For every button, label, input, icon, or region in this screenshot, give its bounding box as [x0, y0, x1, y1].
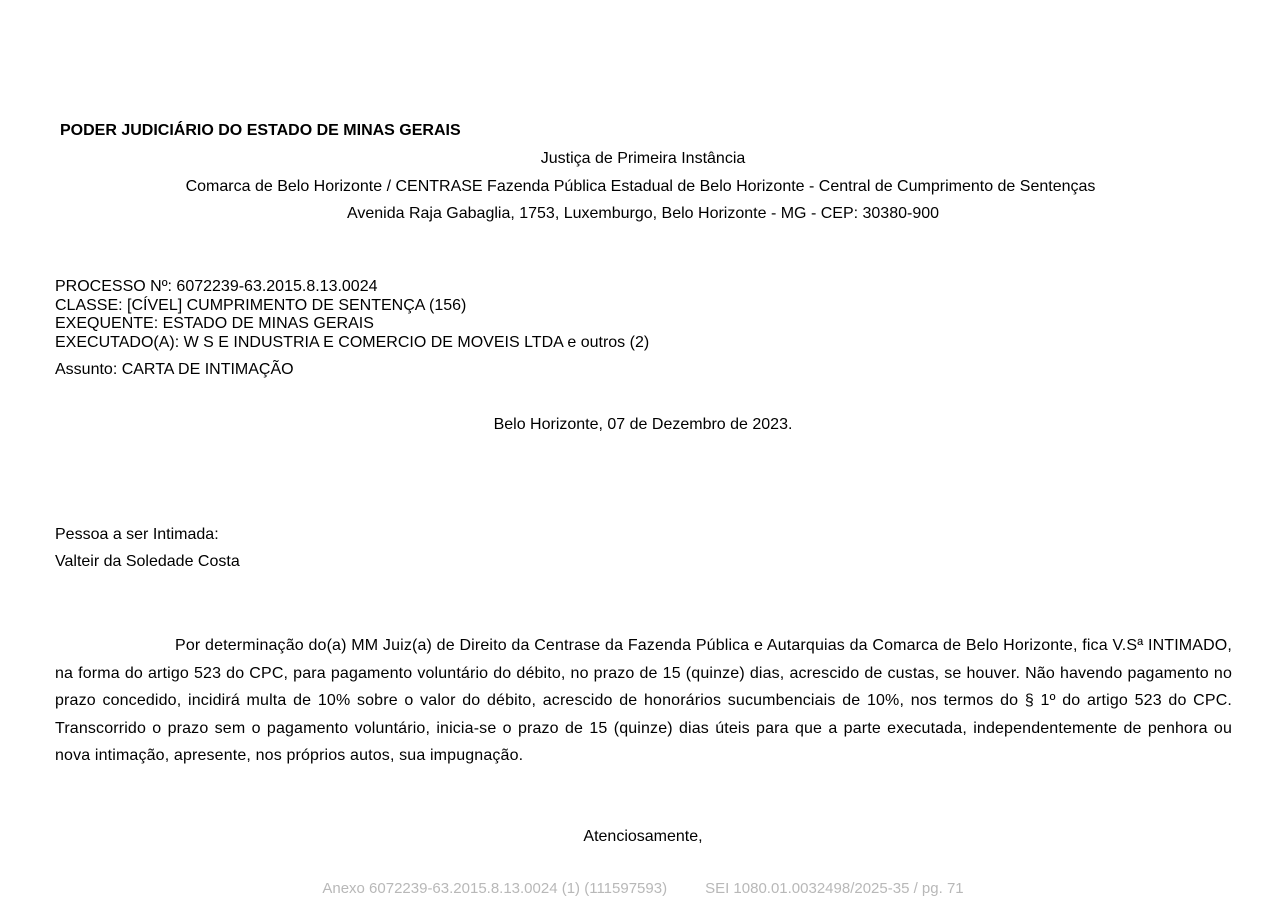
process-defendant: EXECUTADO(A): W S E INDUSTRIA E COMERCIO DE MOVEIS LTDA e outros (2): [55, 333, 650, 351]
notice-body: Por determinação do(a) MM Juiz(a) de Direito da Centrase da Fazenda Pública e Autarquias da Comarca de Belo Horizonte, fica V.Sª INTIMADO, na forma do artigo 523 do CPC, para pagamento voluntário do débito, no prazo de 15 (quinze) dias, acrescido de custas, se houver. Não havendo pagamento no prazo concedido, incidirá multa de 10% sobre o valor do débito, acrescido de honorários sucumbenciais de 10%, nos termos do § 1º do artigo 523 do CPC. Transcorrido o prazo sem o pagamento voluntário, inicia-se o prazo de 15 (quinze) dias úteis para que a parte executada, independentemente de penhora ou nova intimação, apresente, nos próprios autos, sua impugnação.: [55, 637, 1232, 764]
date-line: Belo Horizonte, 07 de Dezembro de 2023.: [493, 416, 793, 433]
recipient-label: Pessoa a ser Intimada:: [55, 526, 219, 543]
footer-sei: SEI 1080.01.0032498/2025-35 / pg. 71: [705, 880, 964, 897]
closing: Atenciosamente,: [583, 828, 703, 845]
subject-line: Assunto: CARTA DE INTIMAÇÃO: [55, 361, 294, 378]
court-name: PODER JUDICIÁRIO DO ESTADO DE MINAS GERAIS: [60, 122, 461, 139]
process-plaintiff: EXEQUENTE: ESTADO DE MINAS GERAIS: [55, 315, 374, 332]
court-address: Avenida Raja Gabaglia, 1753, Luxemburgo, Belo Horizonte - MG - CEP: 30380-900: [346, 205, 940, 222]
page-footer: [0, 880, 1286, 897]
process-class: CLASSE: [CÍVEL] CUMPRIMENTO DE SENTENÇA (156): [55, 296, 467, 314]
footer-annex: Anexo 6072239-63.2015.8.13.0024 (1) (111597593): [322, 880, 668, 897]
court-instance: Justiça de Primeira Instância: [540, 150, 746, 167]
recipient-name: Valteir da Soledade Costa: [55, 553, 240, 570]
process-info: [55, 278, 649, 352]
process-number: PROCESSO Nº: 6072239-63.2015.8.13.0024: [55, 278, 378, 295]
court-comarca: Comarca de Belo Horizonte / CENTRASE Fazenda Pública Estadual de Belo Horizonte - Central de Cumprimento de Sentenças: [185, 178, 1096, 195]
